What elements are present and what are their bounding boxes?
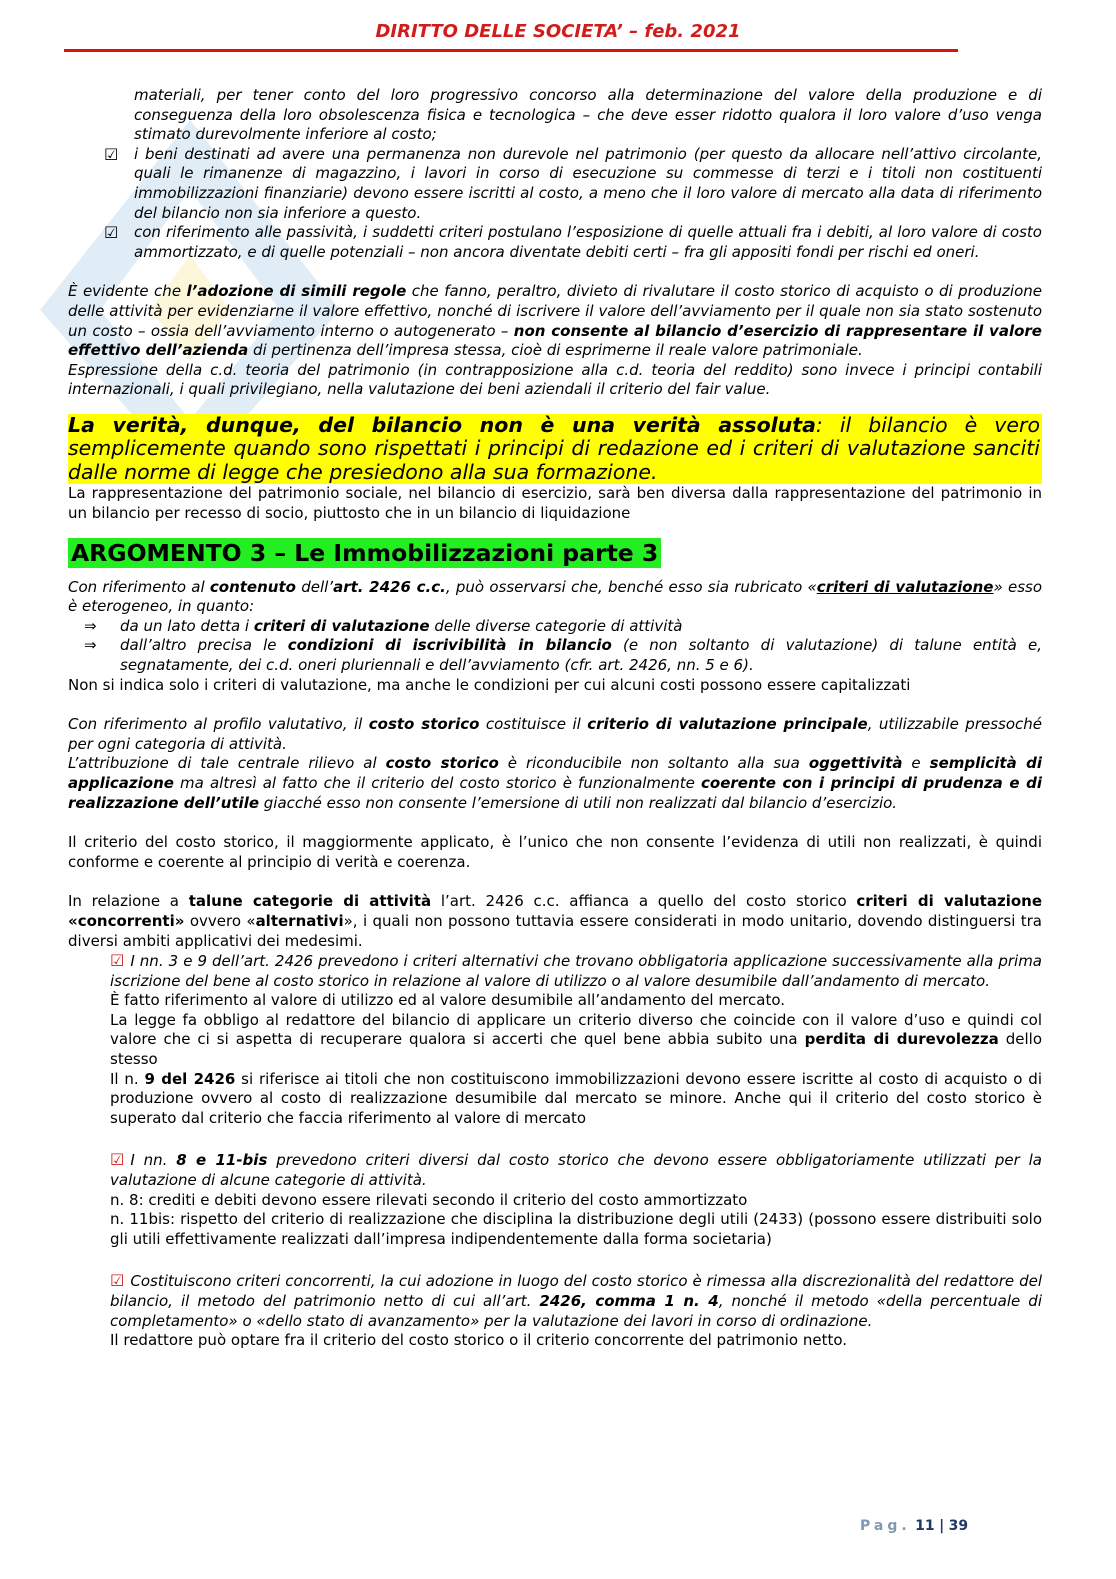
checkbox-icon: ☑ xyxy=(104,144,119,164)
checkbox-icon: ☑ xyxy=(110,1150,125,1170)
page-content xyxy=(68,86,1042,1351)
paragraph-costo-storico: L’attribuzione di tale centrale rilievo al costo storico è riconducibile non soltanto alla sua oggettività e semplicità di applicazione ma altresì al fatto che il criterio del costo storico è funzionalmente coerente con i principi di prudenza e di realizzazione dell’utile giacché esso non consente l’emersione di utili non realizzati dal bilancio d’esercizio. xyxy=(68,754,1043,812)
arrow-right-icon: ⇒ xyxy=(84,616,97,635)
page-number: 11 xyxy=(915,1518,935,1534)
highlight-verita-bilancio: La verità, dunque, del bilancio non è una verità assoluta: il bilancio è vero semplicemente quando sono rispettati i principi di redazione ed i criteri di valutazione sanciti dalle norme di legge che presiedono alla sua formazione. xyxy=(68,412,1040,484)
checkbox-icon: ☑ xyxy=(110,951,125,971)
bullet-item: ☑ con riferimento alle passività, i suddetti criteri postulano l’esposizione di quelle attuali fra i debiti, al loro valore di costo ammortizzato, e di quelle potenziali – non ancora diventate debiti certi – fra gli appositi fondi per rischi ed oneri. xyxy=(104,223,1042,261)
header-divider xyxy=(64,49,958,52)
sub-line: Il redattore può optare fra il criterio del costo storico o il criterio concorrente del patrimonio netto. xyxy=(110,1331,848,1350)
page-separator: | xyxy=(939,1518,945,1534)
arrow-item: ⇒ da un lato detta i criteri di valutazione delle diverse categorie di attività xyxy=(84,616,683,635)
sub-section-nn-3-9: ☑ I nn. 3 e 9 dell’art. 2426 prevedono i criteri alternativi che trovano obbligatoria applicazione successivamente alla prima iscrizione del bene al costo storico in relazione al valore di utilizzo o al valore desumibile dall’andamento di mercato. È fatto riferimento al valore di utilizzo ed al valore desumibile all’andamento del mercato. La legge fa obbligo al redattore del bilancio di applicare un criterio diverso che coincide con il valore d’uso e quindi col valore che ci si aspetta di recuperare qualora si accerti che quel bene abbia subito una perdita di durevolezza dello stesso Il n. 9 del 2426 si riferisce ai titoli che non costituiscono immobilizzazioni devono essere iscritte al costo di acquisto o di produzione ovvero al costo di realizzazione desumibile dal mercato se minore. Anche qui il criterio del costo storico è superato dal criterio che faccia riferimento al valore di mercato xyxy=(110,951,1042,1127)
paragraph-contenuto-2426: Con riferimento al contenuto dell’art. 2426 c.c., può osservarsi che, benché esso sia rubricato «criteri di valutazione» esso è eterogeneo, in quanto: xyxy=(68,577,1043,616)
sub-line: Il n. 9 del 2426 si riferisce ai titoli che non costituiscono immobilizzazioni devono essere iscritte al costo di acquisto o di produzione ovvero al costo di realizzazione desumibile dal mercato se minore. Anche qui il criterio del costo storico è superato dal criterio che faccia riferimento al valore di mercato xyxy=(110,1069,1042,1127)
arrow-right-icon: ⇒ xyxy=(84,636,97,655)
paragraph-rappresentazione: La rappresentazione del patrimonio sociale, nel bilancio di esercizio, sarà ben diversa dalla rappresentazione del patrimonio in un bilancio per recesso di socio, piuttosto che in un bilancio di liquidazione xyxy=(68,484,1042,522)
arrow-item: ⇒ dall’altro precisa le condizioni di iscrivibilità in bilancio (e non soltanto di valutazione) di talune entità e, segnatamente, dei c.d. oneri pluriennali e dell’avviamento (cfr. art. 2426, nn. 5 e 6). xyxy=(84,636,1042,674)
sub-line: n. 11bis: rispetto del criterio di realizzazione che disciplina la distribuzione degli utili (2433) (possono essere distribuiti solo gli utili effettivamente realizzati dall’impresa indipendentemente dalla forma societaria) xyxy=(110,1210,1042,1248)
checkbox-icon: ☑ xyxy=(110,1271,125,1291)
document-header-title: DIRITTO DELLE SOCIETA’ – feb. 2021 xyxy=(375,21,741,42)
checkbox-icon: ☑ xyxy=(104,223,119,243)
paragraph-criteri-concorrenti: In relazione a talune categorie di attività l’art. 2426 c.c. affianca a quello del costo storico criteri di valutazione «concorrenti» ovvero «alternativi», i quali non possono tuttavia essere considerati in modo unitario, dovendo distinguersi tra diversi ambiti applicativi dei medesimi. xyxy=(68,892,1042,950)
paragraph-profilo-valutativo: Con riferimento al profilo valutativo, il costo storico costituisce il criterio di valutazione principale, utilizzabile pressoché per ogni categoria di attività. xyxy=(68,715,1043,753)
bullet-item: ☑ i beni destinati ad avere una permanenza non durevole nel patrimonio (per questo da allocare nell’attivo circolante, quali le rimanenze di magazzino, i lavori in corso di esecuzione su commesse di terzi e i titoli non costituenti immobilizzazioni finanziarie) devono essere iscritti al costo, a meno che il loro valore di mercato alla data di riferimento del bilancio non sia inferiore a questo. xyxy=(104,144,1042,222)
sub-line: La legge fa obbligo al redattore del bilancio di applicare un criterio diverso che coincide con il valore d’uso e quindi col valore che ci si aspetta di recuperare qualora si accerti che quel bene abbia subito una perdita di durevolezza dello stesso xyxy=(110,1010,1042,1069)
paragraph-capitalizzazione: Non si indica solo i criteri di valutazione, ma anche le condizioni per cui alcuni costi possono essere capitalizzati xyxy=(68,675,911,694)
section-heading: ARGOMENTO 3 – Le Immobilizzazioni parte 3 xyxy=(68,538,1042,568)
bullet-item: materiali, per tener conto del loro progressivo concorso alla determinazione del valore della produzione e di conseguenza della loro obsolescenza fisica e tecnologica – che deve esser ridotto qualora il loro valore d’uso venga stimato durevolmente inferiore al costo; xyxy=(134,86,1042,144)
page-total: 39 xyxy=(948,1518,969,1534)
page-label: Pag. xyxy=(860,1518,911,1534)
sub-line: È fatto riferimento al valore di utilizzo ed al valore desumibile all’andamento del mercato. xyxy=(110,991,786,1010)
paragraph-regole: È evidente che l’adozione di simili regole che fanno, peraltro, divieto di rivalutare il costo storico di acquisto o di produzione delle attività per evidenziarne il valore effettivo, nonché di iscrivere il valore dell’avviamento per il quale non sia stato sostenuto un costo – ossia dell’avviamento interno o autogenerato – non consente al bilancio d’esercizio di rappresentare il valore effettivo dell’azienda di pertinenza dell’impresa stessa, cioè di esprimerne il reale valore patrimoniale. xyxy=(68,282,1042,360)
sub-section-nn-8-11bis: ☑ I nn. 8 e 11-bis prevedono criteri diversi dal costo storico che devono essere obbligatoriamente utilizzati per la valutazione di alcune categorie di attività. n. 8: crediti e debiti devono essere rilevati secondo il criterio del costo ammortizzato n. 11bis: rispetto del criterio di realizzazione che disciplina la distribuzione degli utili (2433) (possono essere distribuiti solo gli utili effettivamente realizzati dall’impresa indipendentemente dalla forma societaria) xyxy=(110,1150,1042,1248)
sub-section-patrimonio-netto: ☑ Costituiscono criteri concorrenti, la cui adozione in luogo del costo storico è rimessa alla discrezionalità del redattore del bilancio, il metodo del patrimonio netto di cui all’art. 2426, comma 1 n. 4, nonché il metodo «della percentuale di completamento» o «dello stato di avanzamento» per la valutazione dei lavori in corso di ordinazione. Il redattore può optare fra il criterio del costo storico o il criterio concorrente del patrimonio netto. xyxy=(110,1271,1042,1350)
paragraph-criterio-costo-storico: Il criterio del costo storico, il maggiormente applicato, è l’unico che non consente l’evidenza di utili non realizzati, è quindi conforme e coerente al principio di verità e coerenza. xyxy=(68,833,1042,871)
paragraph-teoria-patrimonio: Espressione della c.d. teoria del patrimonio (in contrapposizione alla c.d. teoria del reddito) sono invece i principi contabili internazionali, i quali privilegiano, nella valutazione dei beni aziendali il criterio del fair value. xyxy=(68,360,1042,399)
page-footer xyxy=(860,1517,968,1535)
sub-line: n. 8: crediti e debiti devono essere rilevati secondo il criterio del costo ammortizzato xyxy=(110,1190,748,1209)
